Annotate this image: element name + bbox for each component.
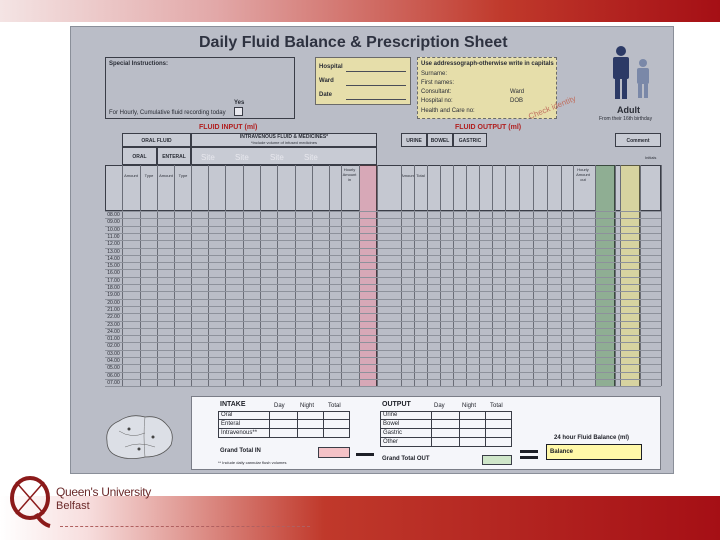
addressograph-label: Use addressograph-otherwise write in capitals bbox=[421, 61, 554, 67]
enteral-header: ENTERAL bbox=[157, 147, 191, 165]
intake-row bbox=[218, 429, 350, 438]
grid-column-line bbox=[225, 165, 226, 386]
grid-column-line bbox=[359, 165, 360, 386]
intake-total: Total bbox=[328, 403, 341, 409]
intake-cell-divider bbox=[323, 429, 324, 437]
table-row bbox=[105, 321, 661, 322]
output-row-label: Urine bbox=[383, 412, 398, 418]
table-row bbox=[105, 255, 661, 256]
time-label: 03.00 bbox=[107, 350, 120, 357]
grid-column-line bbox=[122, 165, 123, 386]
time-label: 06.00 bbox=[107, 372, 120, 379]
grid-column-line bbox=[595, 165, 596, 386]
sub-out-total: Total bbox=[416, 173, 425, 178]
table-row bbox=[105, 350, 661, 351]
iv-note: *Include volume of infused medicines bbox=[250, 140, 318, 145]
table-row bbox=[105, 313, 661, 314]
output-cell-divider bbox=[431, 438, 432, 446]
grid-column-line bbox=[466, 165, 467, 386]
comment-header: Comment bbox=[615, 133, 661, 147]
intake-cell-divider bbox=[269, 420, 270, 428]
time-label: 18.00 bbox=[107, 285, 120, 291]
time-label: 22.00 bbox=[107, 314, 120, 321]
time-label: 12.00 bbox=[107, 241, 120, 248]
grid-column-line bbox=[208, 165, 209, 386]
sheet-title: Daily Fluid Balance & Prescription Sheet bbox=[199, 34, 508, 51]
time-label: 07.00 bbox=[107, 379, 120, 386]
bowel-header: BOWEL bbox=[427, 133, 453, 147]
table-row bbox=[105, 291, 661, 292]
table-row bbox=[105, 335, 661, 336]
time-label: 15.00 bbox=[107, 263, 120, 270]
grid-column-line bbox=[243, 165, 244, 386]
output-row bbox=[380, 420, 512, 429]
grid-column-line bbox=[440, 165, 441, 386]
yes-label: Yes bbox=[234, 100, 245, 106]
table-row bbox=[105, 357, 661, 358]
table-row bbox=[105, 364, 661, 365]
sub-out-amount: Amount bbox=[401, 173, 415, 178]
table-row bbox=[105, 372, 661, 373]
ward-label: Ward bbox=[319, 78, 334, 84]
northern-ireland-map-icon bbox=[101, 411, 181, 463]
check-identity-stamp: Check identity bbox=[527, 93, 578, 122]
table-row bbox=[105, 328, 661, 329]
grid-column-line bbox=[479, 165, 480, 386]
table-row bbox=[105, 240, 661, 241]
decorative-dash bbox=[60, 526, 310, 527]
time-label: 16.00 bbox=[107, 270, 120, 277]
grid-column-line bbox=[427, 165, 428, 386]
intake-row bbox=[218, 411, 350, 420]
grid-column-line bbox=[573, 165, 574, 386]
time-label: 17.00 bbox=[107, 277, 120, 284]
oral-header: ORAL bbox=[122, 147, 157, 165]
table-row bbox=[105, 262, 661, 263]
table-row bbox=[105, 342, 661, 343]
equals-bottom bbox=[520, 456, 538, 459]
output-row-label: Gastric bbox=[383, 430, 403, 436]
intake-row-label: Intravenous** bbox=[221, 430, 258, 436]
grid-column-line bbox=[414, 165, 415, 386]
iv-header bbox=[191, 133, 377, 147]
brand-line-2: Belfast bbox=[56, 500, 90, 512]
output-row bbox=[380, 438, 512, 447]
grid-column-line bbox=[277, 165, 278, 386]
sub-type-2: Type bbox=[178, 173, 188, 178]
fluid-output-heading: FLUID OUTPUT (ml) bbox=[455, 124, 522, 131]
grid-column-line bbox=[260, 165, 261, 386]
table-row bbox=[105, 306, 661, 307]
brand-line-1: Queen's University bbox=[56, 485, 151, 499]
grid-column-line bbox=[174, 165, 175, 386]
adult-sub-label: From their 16th birthday bbox=[599, 116, 653, 122]
grid-column-line bbox=[401, 165, 402, 386]
intake-cell-divider bbox=[323, 420, 324, 428]
hc-no-label: Health and Care no: bbox=[421, 108, 475, 114]
output-cell-divider bbox=[485, 429, 486, 437]
table-row bbox=[105, 233, 661, 234]
time-label: 13.00 bbox=[107, 248, 120, 255]
time-label: 20.00 bbox=[107, 299, 120, 306]
sub-hourly-in: Hourly Amount in bbox=[342, 167, 357, 182]
adult-label: Adult bbox=[617, 105, 640, 115]
intake-night: Night bbox=[300, 403, 315, 409]
time-label: 24.00 bbox=[107, 328, 120, 335]
site-label-2: Site bbox=[235, 153, 249, 162]
intake-cell-divider bbox=[297, 411, 298, 419]
summary-panel bbox=[191, 396, 661, 470]
table-row bbox=[105, 211, 661, 212]
oral-fluid-header: ORAL FLUID bbox=[122, 133, 191, 147]
output-row-label: Bowel bbox=[383, 421, 400, 427]
grid-column-line bbox=[492, 165, 493, 386]
urine-header: URINE bbox=[401, 133, 427, 147]
hourly-note: For Hourly, Cumulative fluid recording today bbox=[109, 110, 226, 116]
grid-column-line bbox=[561, 165, 562, 386]
grid-column-line bbox=[329, 165, 330, 386]
output-night: Night bbox=[462, 403, 477, 409]
dob-label: DOB bbox=[510, 98, 524, 104]
output-row-label: Other bbox=[383, 439, 399, 445]
output-row bbox=[380, 429, 512, 438]
table-row bbox=[105, 299, 661, 300]
time-label: 21.00 bbox=[107, 306, 120, 313]
minus-sign bbox=[356, 453, 374, 456]
output-cell-divider bbox=[431, 411, 432, 419]
table-row bbox=[105, 379, 661, 380]
intake-row-label: Oral bbox=[221, 412, 233, 418]
intake-cell-divider bbox=[297, 420, 298, 428]
grid-column-line bbox=[191, 165, 192, 386]
special-instructions-label: Special Instructions: bbox=[109, 61, 169, 67]
site-label-4: Site bbox=[304, 153, 318, 162]
time-label: 04.00 bbox=[107, 358, 120, 364]
output-title: OUTPUT bbox=[382, 401, 411, 408]
grid-column-line bbox=[157, 165, 158, 386]
output-cell-divider bbox=[485, 411, 486, 419]
fluid-grid bbox=[105, 133, 661, 389]
grand-out-label: Grand Total OUT bbox=[382, 456, 430, 462]
yes-checkbox[interactable] bbox=[234, 107, 243, 116]
output-cell-divider bbox=[485, 420, 486, 428]
fluid-balance-sheet bbox=[70, 26, 674, 474]
output-day: Day bbox=[434, 403, 445, 409]
iv-site-row bbox=[191, 147, 377, 165]
bottom-banner bbox=[0, 496, 720, 540]
grid-column-line bbox=[312, 165, 313, 386]
grid-column-line bbox=[505, 165, 506, 386]
grid-column-line bbox=[453, 165, 454, 386]
top-banner bbox=[0, 0, 720, 22]
table-row bbox=[105, 284, 661, 285]
grand-in-label: Grand Total IN bbox=[220, 448, 261, 454]
balance-label: Balance bbox=[550, 449, 574, 455]
site-label-1: Site bbox=[201, 153, 215, 162]
intake-cell-divider bbox=[269, 429, 270, 437]
hospital-label: Hospital bbox=[319, 64, 343, 70]
grand-out-cell bbox=[482, 455, 512, 465]
grid-column-line bbox=[640, 165, 641, 386]
grid-column-line bbox=[615, 165, 616, 386]
table-row bbox=[105, 248, 661, 249]
special-instructions-box bbox=[105, 57, 295, 119]
table-row bbox=[105, 277, 661, 278]
time-label: 09.00 bbox=[107, 219, 120, 226]
time-label: 14.00 bbox=[107, 255, 120, 262]
grand-in-cell bbox=[318, 447, 350, 458]
grid-column-line bbox=[341, 165, 342, 386]
grid-column-line bbox=[547, 165, 548, 386]
consultant-label: Consultant: bbox=[421, 89, 452, 95]
gastric-header: GASTRIC bbox=[453, 133, 487, 147]
time-label: 23.00 bbox=[107, 321, 120, 328]
output-cell-divider bbox=[459, 438, 460, 446]
output-cell-divider bbox=[459, 420, 460, 428]
time-label: 11.00 bbox=[107, 233, 120, 240]
output-total: Total bbox=[490, 403, 503, 409]
grid-column-line bbox=[533, 165, 534, 386]
hospital-no-label: Hospital no: bbox=[421, 98, 453, 104]
sub-type: Type bbox=[144, 173, 154, 178]
fluid-input-heading: FLUID INPUT (ml) bbox=[199, 124, 258, 131]
table-row bbox=[105, 386, 661, 387]
sub-amount-2: Amount bbox=[159, 173, 173, 178]
queens-logo-icon bbox=[8, 476, 52, 528]
intake-cell-divider bbox=[297, 429, 298, 437]
grid-column-line bbox=[377, 165, 378, 386]
grid-column-line bbox=[620, 165, 621, 386]
output-cell-divider bbox=[485, 438, 486, 446]
surname-label: Surname: bbox=[421, 71, 448, 77]
equals-top bbox=[520, 450, 538, 453]
intake-cell-divider bbox=[323, 411, 324, 419]
grid-column-line bbox=[661, 165, 662, 386]
adult-figures-icon bbox=[607, 45, 657, 101]
iv-footnote: ** Include daily cannular flush volumes bbox=[218, 460, 287, 465]
hospital-box bbox=[315, 57, 411, 105]
date-label: Date bbox=[319, 92, 333, 98]
ward2-label: Ward bbox=[510, 89, 525, 95]
output-cell-divider bbox=[459, 411, 460, 419]
output-row bbox=[380, 411, 512, 420]
site-label-3: Site bbox=[270, 153, 284, 162]
grid-column-line bbox=[140, 165, 141, 386]
time-label: 08.00 bbox=[107, 212, 120, 218]
intake-row bbox=[218, 420, 350, 429]
output-cell-divider bbox=[431, 429, 432, 437]
time-label: 10.00 bbox=[107, 226, 120, 233]
table-row bbox=[105, 226, 661, 227]
output-cell-divider bbox=[431, 420, 432, 428]
grid-column-line bbox=[519, 165, 520, 386]
intake-cell-divider bbox=[269, 411, 270, 419]
table-row bbox=[105, 218, 661, 219]
grid-column-line bbox=[295, 165, 296, 386]
time-label: 02.00 bbox=[107, 343, 120, 350]
table-row bbox=[105, 269, 661, 270]
iv-title: INTRAVENOUS FLUID & MEDICINES* bbox=[239, 134, 329, 140]
intake-row-label: Enteral bbox=[221, 421, 241, 427]
time-label: 19.00 bbox=[107, 292, 120, 299]
balance-box[interactable] bbox=[546, 444, 642, 460]
initials-label: Initials bbox=[645, 155, 657, 160]
balance-title: 24 hour Fluid Balance (ml) bbox=[554, 435, 630, 441]
time-label: 05.00 bbox=[107, 365, 120, 372]
first-names-label: First names: bbox=[421, 80, 455, 86]
sub-hourly-out: Hourly Amount out bbox=[576, 167, 590, 182]
time-label: 01.00 bbox=[107, 336, 120, 343]
sub-amount: Amount bbox=[124, 173, 138, 178]
intake-title: INTAKE bbox=[220, 401, 246, 408]
intake-day: Day bbox=[274, 403, 285, 409]
output-cell-divider bbox=[459, 429, 460, 437]
